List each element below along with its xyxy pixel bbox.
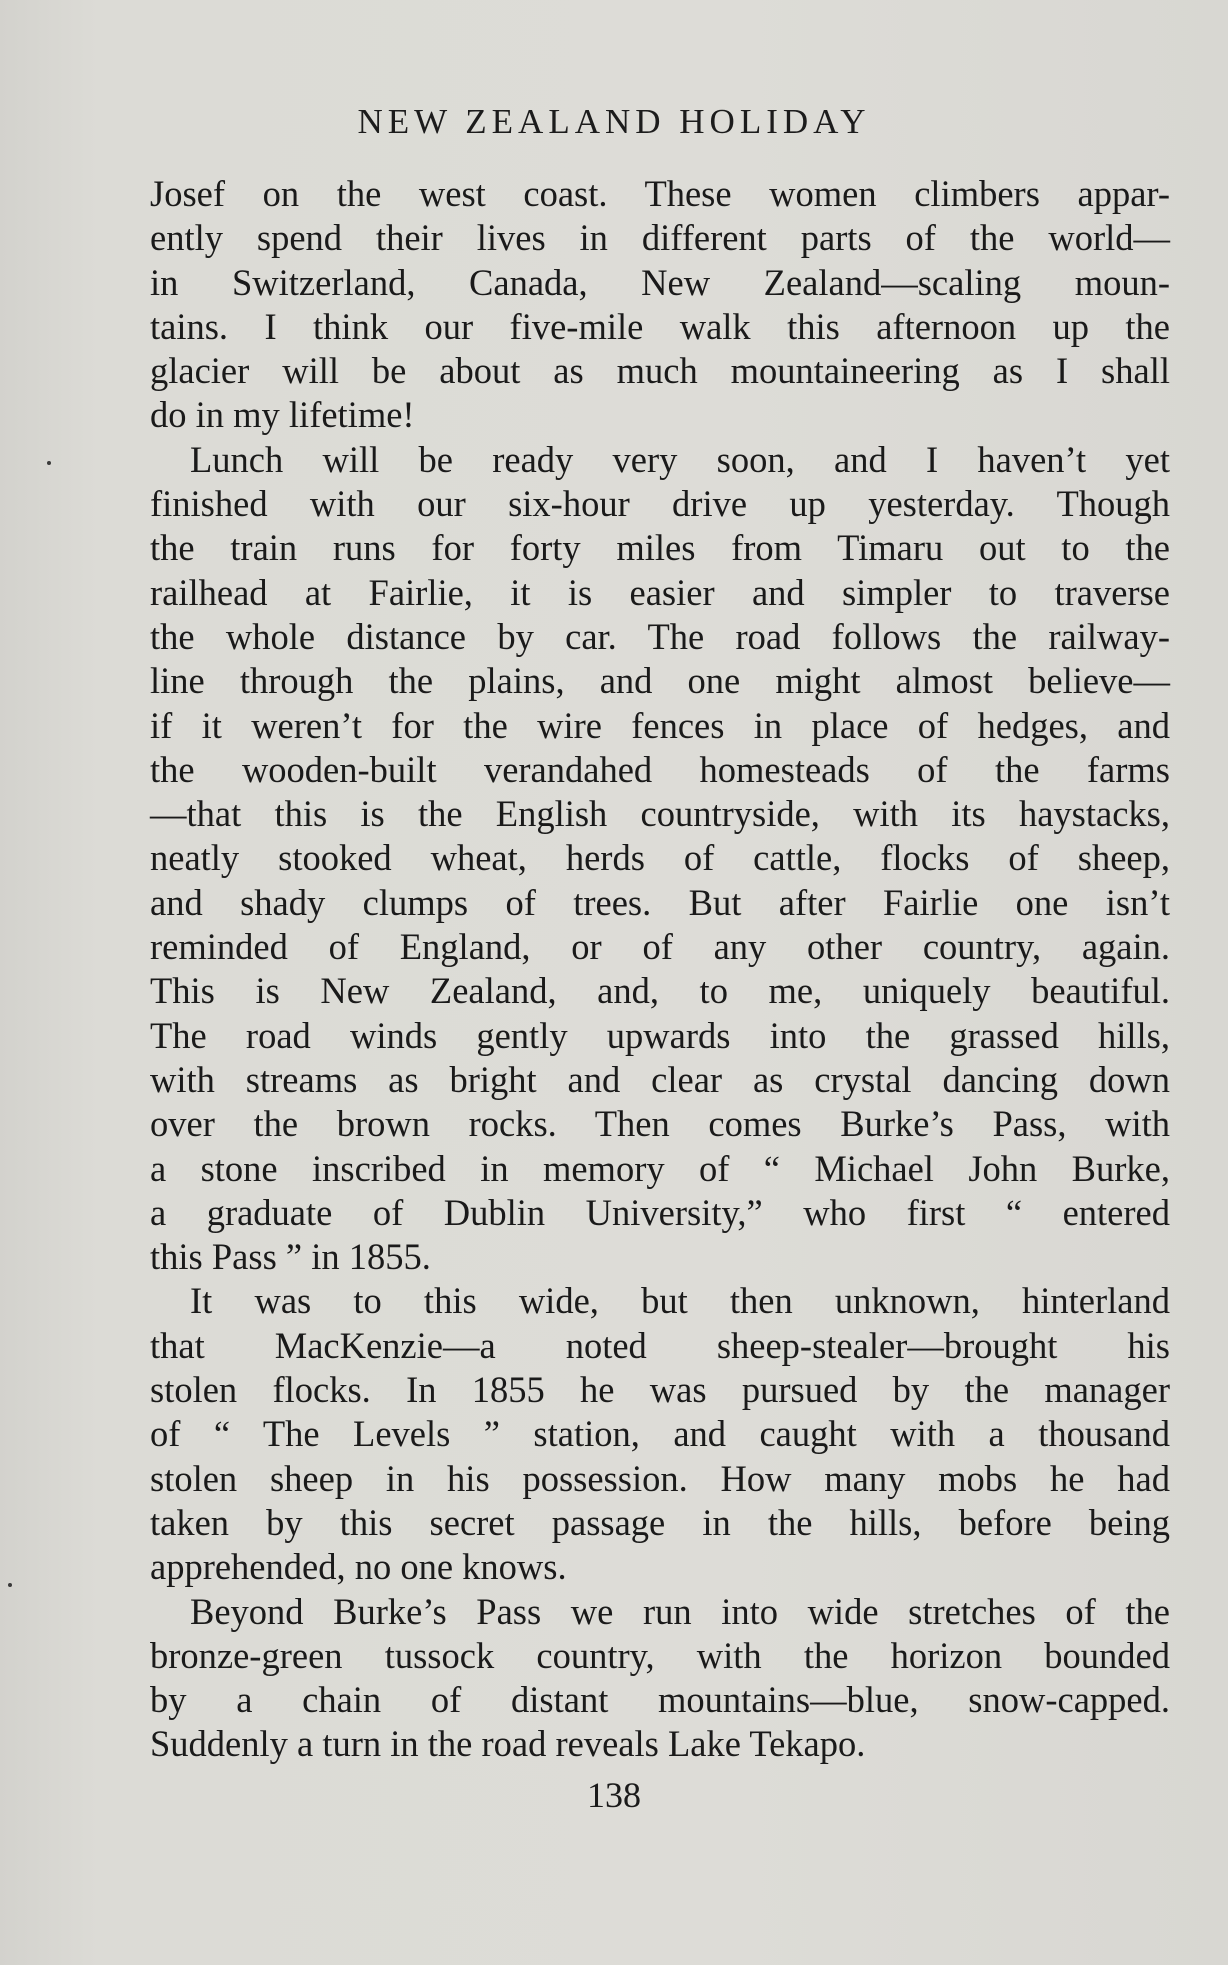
running-head: NEW ZEALAND HOLIDAY (357, 102, 871, 141)
text-line: line through the plains, and one might almost believe— (150, 660, 1170, 702)
text-line: of “ The Levels ” station, and caught with a thousand (150, 1413, 1170, 1455)
body-text (150, 172, 1170, 1767)
print-speck (8, 1583, 12, 1587)
paragraph (150, 438, 1170, 1280)
text-line: do in my lifetime! (150, 394, 415, 436)
text-line: apprehended, no one knows. (150, 1546, 567, 1588)
text-line: the wooden-built verandahed homesteads of the farms (150, 748, 1170, 790)
paragraph (150, 1590, 1170, 1767)
text-line: The road winds gently upwards into the grassed hills, (150, 1014, 1170, 1056)
text-line: neatly stooked wheat, herds of cattle, flocks of sheep, (150, 837, 1170, 879)
text-line: with streams as bright and clear as crystal dancing down (150, 1058, 1170, 1100)
text-line: over the brown rocks. Then comes Burke’s Pass, with (150, 1103, 1170, 1145)
text-line: Josef on the west coast. These women climbers appar- (150, 173, 1170, 214)
page-number: 138 (587, 1775, 641, 1815)
text-line: Beyond Burke’s Pass we run into wide stretches of the (190, 1590, 1170, 1632)
text-line: reminded of England, or of any other country, again. (150, 926, 1170, 968)
text-line: the whole distance by car. The road follows the railway- (150, 615, 1170, 657)
text-line: —that this is the English countryside, with its haystacks, (150, 793, 1170, 835)
text-line: by a chain of distant mountains—blue, snow-capped. (150, 1679, 1170, 1721)
paragraph (150, 172, 1170, 438)
text-line: if it weren’t for the wire fences in place of hedges, and (150, 704, 1170, 746)
text-line: the train runs for forty miles from Timaru out to the (150, 527, 1170, 569)
text-line: It was to this wide, but then unknown, hinterland (190, 1280, 1170, 1322)
text-line: this Pass ” in 1855. (150, 1236, 431, 1278)
text-line: ently spend their lives in different parts of the world— (150, 217, 1170, 259)
text-line: Lunch will be ready very soon, and I haven’t yet (190, 438, 1170, 480)
text-line: bronze-green tussock country, with the horizon bounded (150, 1634, 1170, 1676)
text-line: tains. I think our five-mile walk this afternoon up the (150, 305, 1170, 347)
text-line: finished with our six-hour drive up yesterday. Though (150, 483, 1170, 525)
text-line: that MacKenzie—a noted sheep-stealer—brought his (150, 1324, 1170, 1366)
text-line: stolen sheep in his possession. How many mobs he had (150, 1457, 1170, 1499)
text-line: This is New Zealand, and, to me, uniquely beautiful. (150, 970, 1170, 1012)
text-line: stolen flocks. In 1855 he was pursued by the manager (150, 1369, 1170, 1411)
paragraph (150, 1279, 1170, 1589)
text-line: glacier will be about as much mountaineering as I shall (150, 350, 1170, 392)
text-line: in Switzerland, Canada, New Zealand—scaling moun- (150, 261, 1170, 303)
text-line: a stone inscribed in memory of “ Michael John Burke, (150, 1147, 1170, 1189)
text-line: and shady clumps of trees. But after Fairlie one isn’t (150, 881, 1170, 923)
text-line: railhead at Fairlie, it is easier and simpler to traverse (150, 571, 1170, 613)
text-line: taken by this secret passage in the hills, before being (150, 1501, 1170, 1543)
text-line: a graduate of Dublin University,” who first “ entered (150, 1191, 1170, 1233)
print-speck (47, 461, 51, 465)
text-line: Suddenly a turn in the road reveals Lake Tekapo. (150, 1723, 866, 1765)
